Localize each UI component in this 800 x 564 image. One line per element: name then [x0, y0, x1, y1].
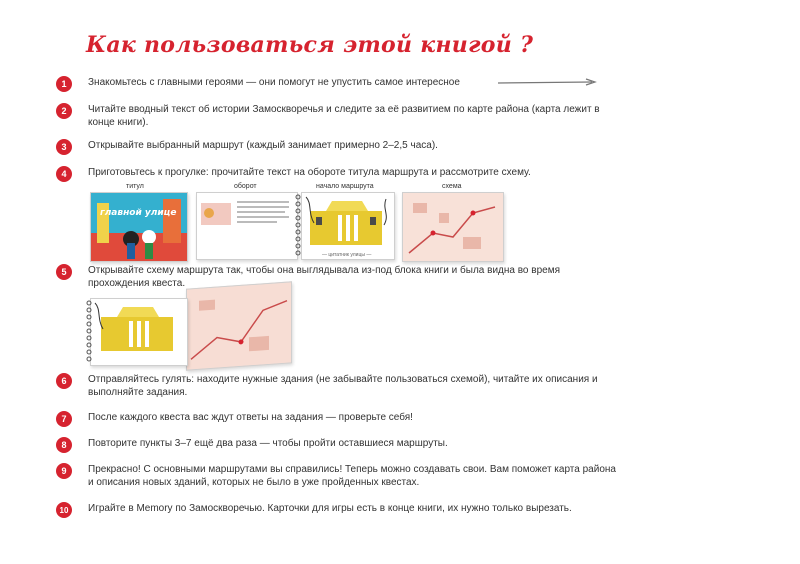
step-text: Читайте вводный текст об истории Замоскворечья и следите за её развитием по карте района (карта лежит в конце книги). — [88, 104, 600, 128]
step-text: Открывайте схему маршрута так, чтобы она выглядывала из-под блока книги и была видна во время прохождения квеста. — [88, 265, 560, 289]
step-number-badge: 5 — [56, 264, 72, 280]
book-open-image — [90, 298, 188, 366]
step-text: Открывайте выбранный маршрут (каждый занимает примерно 2–2,5 часа). — [88, 140, 438, 151]
arrow-right-icon — [498, 78, 598, 88]
step-number-badge: 1 — [56, 76, 72, 92]
thumb-caption: — цитатник улицы — — [322, 252, 372, 258]
thumb-label-oborot: оборот — [234, 183, 257, 190]
step-text: Знакомьтесь с главными героями — они помогут не упустить самое интересное — [88, 77, 460, 88]
step-number-badge: 9 — [56, 463, 72, 479]
step-text: Отправляйтесь гулять: находите нужные здания (не забывайте пользоваться схемой), читайте их описания и выполняйте задания. — [88, 374, 598, 398]
step-number-badge: 7 — [56, 411, 72, 427]
step-number-badge: 8 — [56, 437, 72, 453]
thumb-cover-text: главной улице — [100, 208, 177, 218]
thumb-titul-image — [90, 192, 188, 262]
scheme-peek-image — [186, 281, 292, 370]
thumb-oborot-image — [196, 192, 298, 260]
step-number-badge: 6 — [56, 373, 72, 389]
step-text: Повторите пункты 3–7 ещё два раза — чтобы пройти оставшиеся маршруты. — [88, 438, 448, 449]
step-text: Прекрасно! С основными маршрутами вы справились! Теперь можно создавать свои. Вам поможет карта района и описания новых зданий, которых не было в уже пройденных квестах. — [88, 464, 616, 488]
page-title: Как пользоваться этой книгой ? — [86, 32, 534, 58]
step-number-badge: 10 — [56, 502, 72, 518]
step-number-badge: 3 — [56, 139, 72, 155]
thumb-start-image — [301, 192, 395, 260]
thumb-label-start: начало маршрута — [316, 183, 374, 190]
step-number-badge: 2 — [56, 103, 72, 119]
step-text: Играйте в Memory по Замоскворечью. Карточки для игры есть в конце книги, их нужно только вырезать. — [88, 503, 572, 514]
thumb-label-titul: титул — [126, 183, 144, 190]
thumb-label-scheme: схема — [442, 183, 462, 190]
step-text: После каждого квеста вас ждут ответы на задания — проверьте себя! — [88, 412, 413, 423]
thumb-scheme-image — [402, 192, 504, 262]
spiral-binding-icon — [86, 298, 92, 364]
step-text: Приготовьтесь к прогулке: прочитайте текст на обороте титула маршрута и рассмотрите схему. — [88, 167, 531, 178]
step-number-badge: 4 — [56, 166, 72, 182]
